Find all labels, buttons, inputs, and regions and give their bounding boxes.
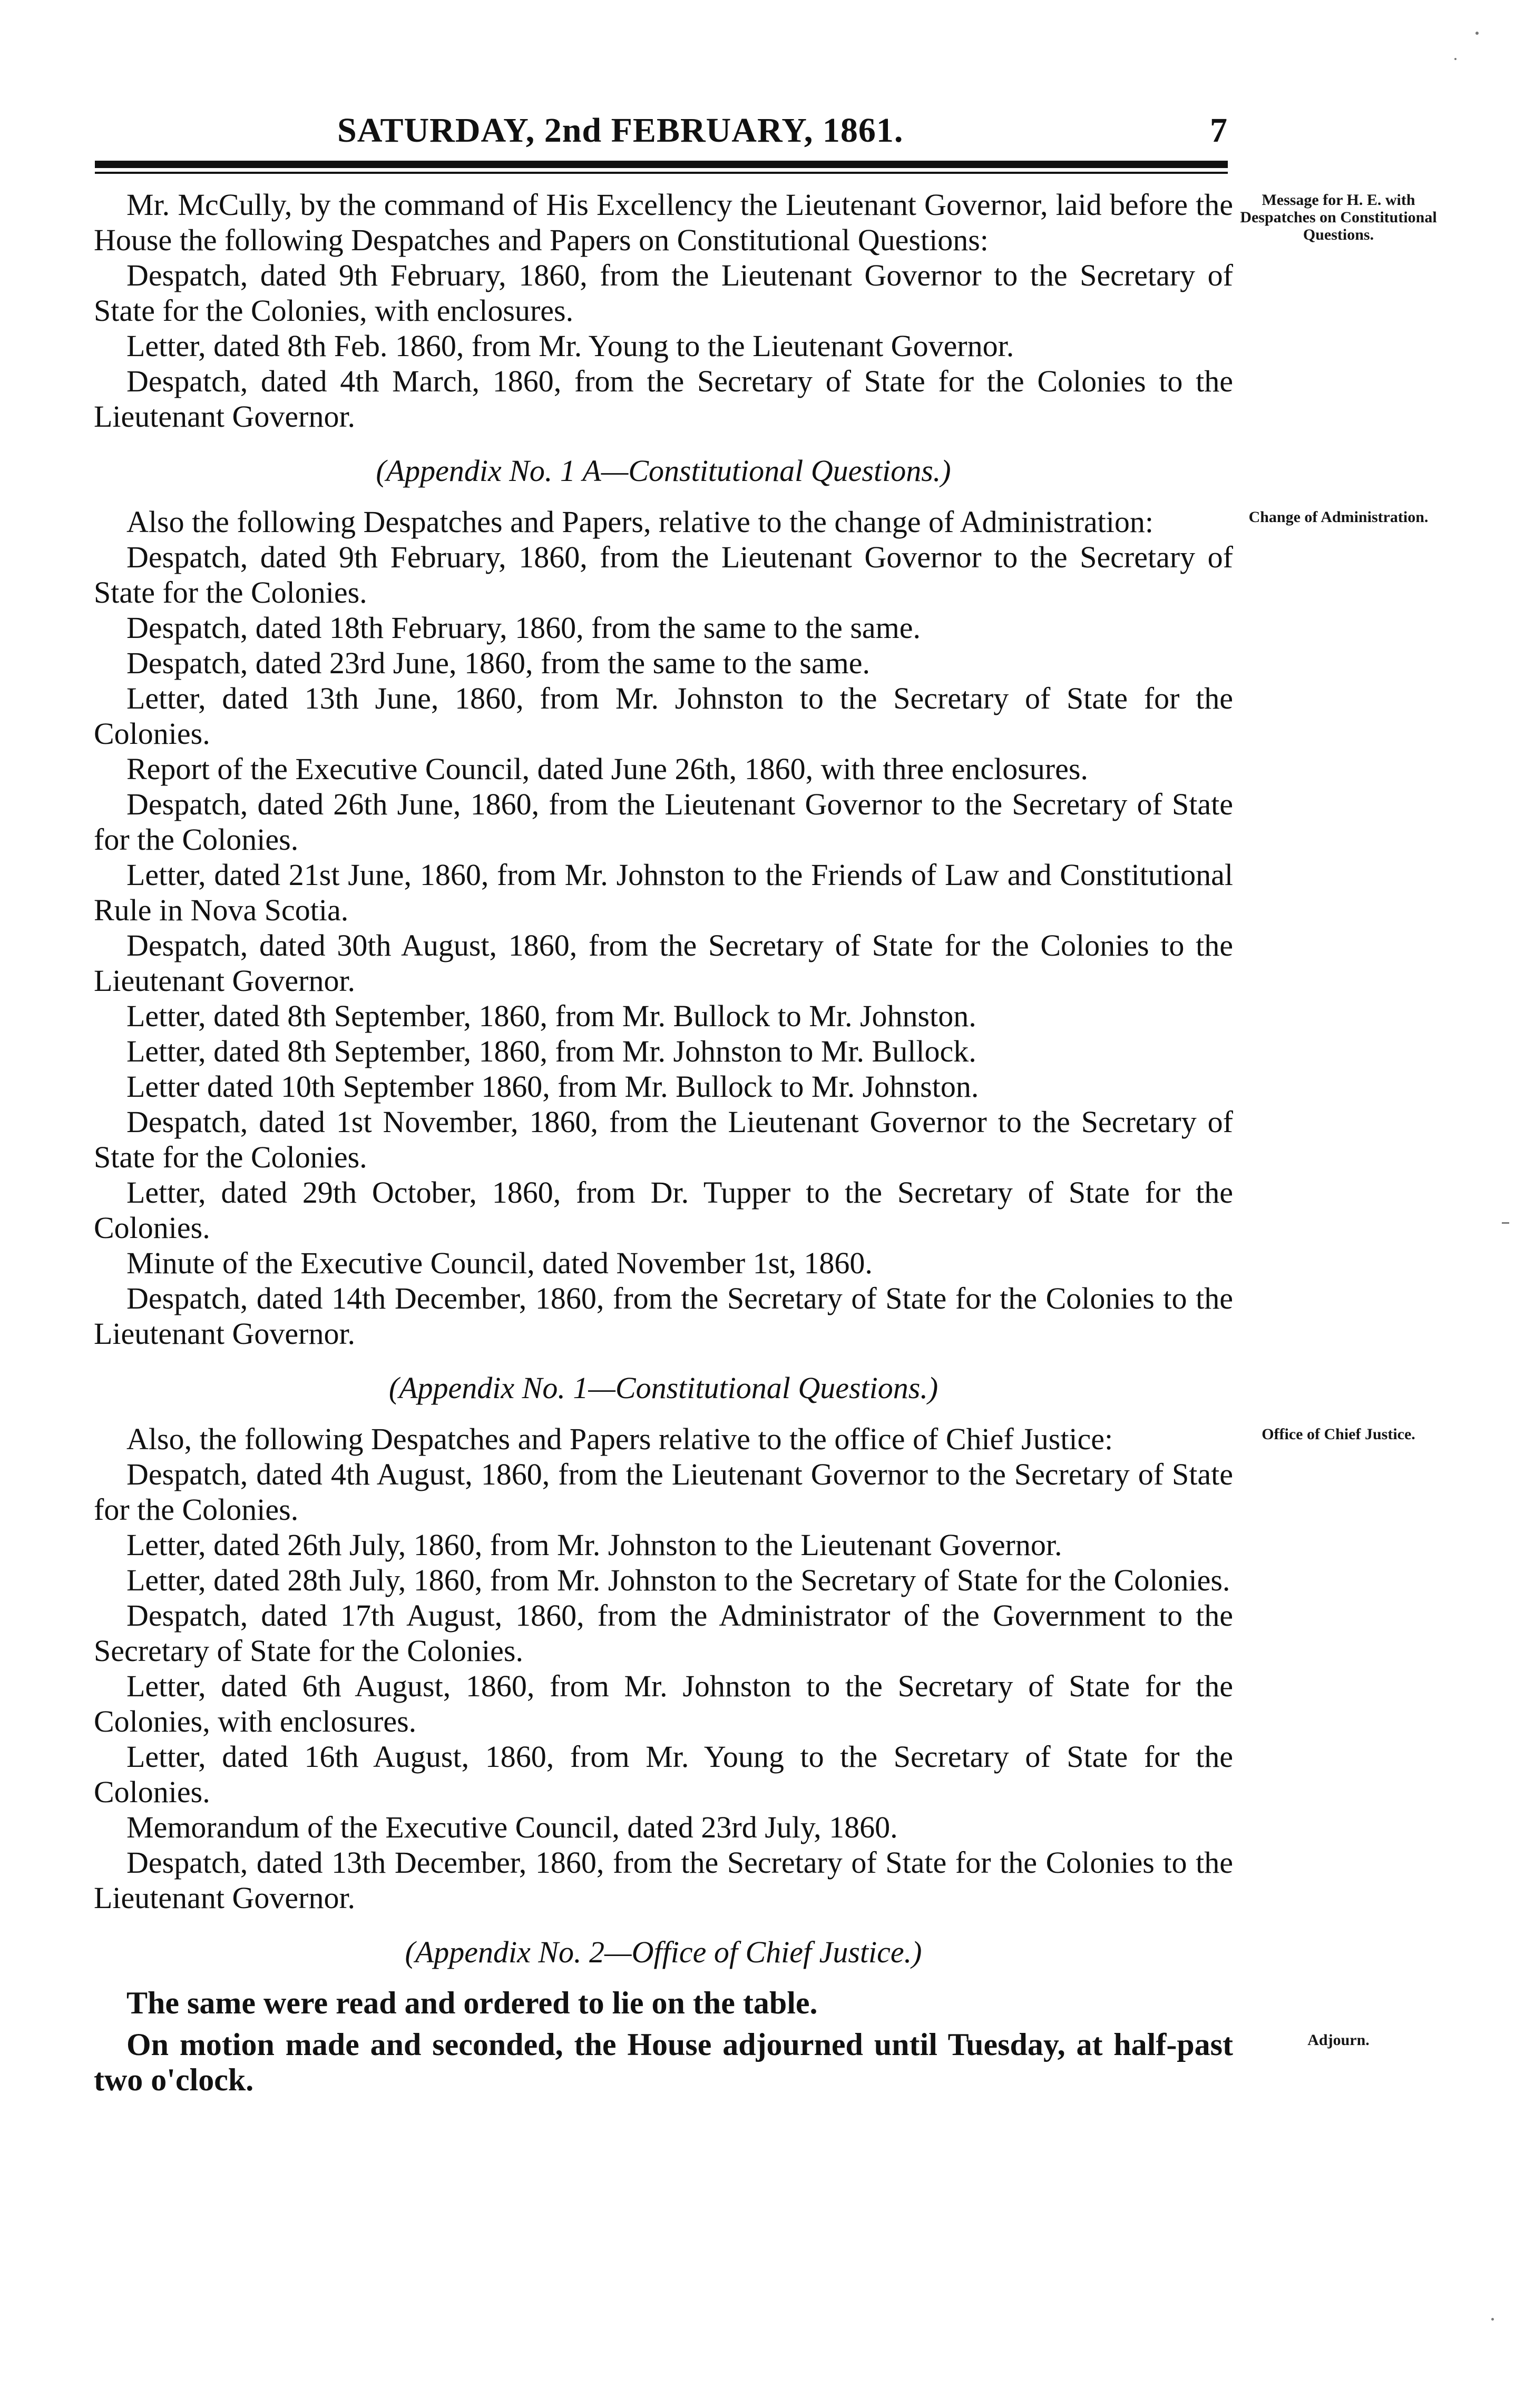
margin-note-chief-justice: Office of Chief Justice.	[1262, 1426, 1415, 1443]
appendix-reference: (Appendix No. 1 A—Constitutional Questions.)	[376, 454, 951, 488]
paragraph: Despatch, dated 30th August, 1860, from the Secretary of State for the Colonies to the Lieutenant Governor.	[94, 928, 1233, 998]
scan-speck	[1475, 32, 1479, 35]
paragraph: Letter, dated 16th August, 1860, from Mr. Young to the Secretary of State for the Colonies.	[94, 1739, 1233, 1809]
journal-text	[94, 187, 1233, 2098]
paragraph: Letter, dated 26th July, 1860, from Mr. Johnston to the Lieutenant Governor.	[126, 1528, 1062, 1562]
appendix-reference: (Appendix No. 1—Constitutional Questions.)	[388, 1371, 939, 1405]
paragraph: Despatch, dated 17th August, 1860, from the Administrator of the Government to the Secretary of State for the Colonies.	[94, 1598, 1233, 1668]
paragraph: Minute of the Executive Council, dated November 1st, 1860.	[126, 1246, 873, 1280]
running-head	[95, 100, 1228, 163]
paragraph: Despatch, dated 26th June, 1860, from the Lieutenant Governor to the Secretary of State for the Colonies.	[94, 787, 1233, 857]
paragraph: Mr. McCully, by the command of His Excellency the Lieutenant Governor, laid before the House the following Despatches and Papers on Constitutional Questions:	[94, 188, 1233, 257]
paragraph: Despatch, dated 9th February, 1860, from the Lieutenant Governor to the Secretary of State for the Colonies, with enclosures.	[94, 258, 1233, 328]
paragraph: Letter, dated 28th July, 1860, from Mr. Johnston to the Secretary of State for the Colonies.	[126, 1563, 1230, 1597]
running-title: SATURDAY, 2nd FEBRUARY, 1861.	[337, 111, 904, 150]
paragraph: Letter dated 10th September 1860, from Mr. Bullock to Mr. Johnston.	[126, 1069, 979, 1104]
paragraph: Letter, dated 8th September, 1860, from Mr. Bullock to Mr. Johnston.	[126, 999, 976, 1033]
scan-speck	[1454, 58, 1456, 60]
paragraph: Despatch, dated 18th February, 1860, from the same to the same.	[126, 611, 921, 645]
closing-statement: The same were read and ordered to lie on the table.	[126, 1986, 818, 2020]
paragraph: Memorandum of the Executive Council, dated 23rd July, 1860.	[126, 1810, 898, 1844]
paragraph: Letter, dated 8th September, 1860, from Mr. Johnston to Mr. Bullock.	[126, 1034, 976, 1068]
paragraph: Letter, dated 13th June, 1860, from Mr. Johnston to the Secretary of State for the Colonies.	[94, 681, 1233, 751]
scan-speck	[1491, 2318, 1494, 2321]
paragraph: Letter, dated 6th August, 1860, from Mr. Johnston to the Secretary of State for the Colonies, with enclosures.	[94, 1669, 1233, 1738]
scan-speck	[1502, 1222, 1509, 1224]
margin-note-administration: Change of Administration.	[1248, 508, 1429, 526]
appendix-reference: (Appendix No. 2—Office of Chief Justice.)	[405, 1935, 922, 1969]
margin-note-message: Message for H. E. with Despatches on Constitutional Questions.	[1240, 191, 1437, 243]
paragraph: Letter, dated 8th Feb. 1860, from Mr. Young to the Lieutenant Governor.	[126, 329, 1014, 363]
paragraph: Despatch, dated 14th December, 1860, from the Secretary of State for the Colonies to the Lieutenant Governor.	[94, 1281, 1233, 1351]
paragraph: Also, the following Despatches and Papers relative to the office of Chief Justice:	[126, 1422, 1113, 1456]
margin-note-adjourn: Adjourn.	[1307, 2031, 1370, 2049]
spacer	[94, 2021, 1233, 2027]
paragraph: Despatch, dated 1st November, 1860, from the Lieutenant Governor to the Secretary of State for the Colonies.	[94, 1105, 1233, 1174]
paragraph: Letter, dated 21st June, 1860, from Mr. Johnston to the Friends of Law and Constitutional Rule in Nova Scotia.	[94, 858, 1233, 927]
paragraph: Despatch, dated 23rd June, 1860, from the same to the same.	[126, 646, 870, 680]
paragraph: Despatch, dated 9th February, 1860, from the Lieutenant Governor to the Secretary of State for the Colonies.	[94, 540, 1233, 610]
paragraph: Also the following Despatches and Papers, relative to the change of Administration:	[126, 505, 1153, 539]
adjournment-statement: On motion made and seconded, the House adjourned until Tuesday, at half-past two o'clock.	[94, 2027, 1233, 2097]
page-number: 7	[1210, 111, 1228, 150]
paragraph: Report of the Executive Council, dated June 26th, 1860, with three enclosures.	[126, 752, 1088, 786]
header-rule-thin	[95, 172, 1228, 174]
paragraph: Despatch, dated 4th August, 1860, from the Lieutenant Governor to the Secretary of State for the Colonies.	[94, 1457, 1233, 1527]
paragraph: Despatch, dated 13th December, 1860, from the Secretary of State for the Colonies to the Lieutenant Governor.	[94, 1845, 1233, 1915]
paragraph: Despatch, dated 4th March, 1860, from the Secretary of State for the Colonies to the Lieutenant Governor.	[94, 364, 1233, 434]
paragraph: Letter, dated 29th October, 1860, from Dr. Tupper to the Secretary of State for the Colonies.	[94, 1175, 1233, 1245]
header-rule-thick	[95, 161, 1228, 168]
